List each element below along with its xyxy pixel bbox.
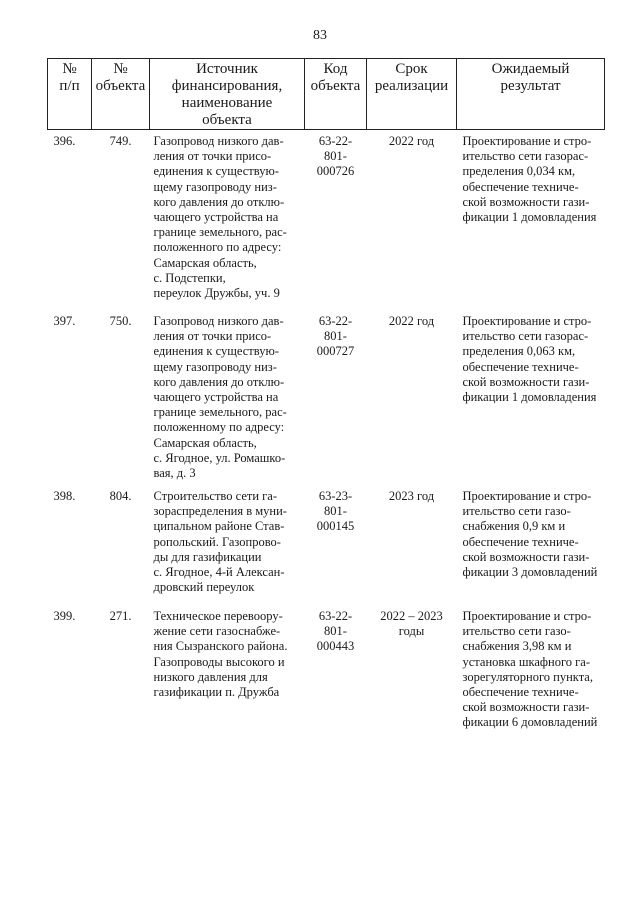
row-result — [457, 609, 605, 731]
text-line: объекта — [202, 112, 252, 128]
text-line: Газопровод низкого дав- — [153, 314, 284, 328]
row-result — [457, 130, 605, 315]
text-line: газификации п. Дружба — [153, 685, 280, 700]
text-line: кого давления до отклю- — [153, 194, 285, 209]
text-line: Проектирование и стро- — [462, 314, 592, 328]
text-line: ния Сызранского района. — [153, 639, 288, 654]
text-line: Строительство сети га- — [153, 489, 277, 503]
text-line: зорегуляторного пункта, — [462, 669, 593, 684]
text-line: Газопровод низкого дав- — [153, 134, 284, 148]
text-line: Проектирование и стро- — [462, 609, 592, 623]
text-line: щему газопроводу низ- — [153, 359, 277, 374]
text-line: № — [113, 61, 128, 77]
text-line: финансирования, — [171, 78, 283, 94]
text-line: ропольский. Газопрово- — [153, 534, 281, 549]
table-row — [48, 314, 605, 489]
text-line: 801- — [324, 329, 347, 344]
text-line: 801- — [324, 624, 347, 639]
text-line: ской возможности гази- — [462, 700, 590, 715]
text-line: 63-23- — [318, 489, 353, 503]
text-line: Источник — [196, 61, 258, 77]
text-line: Самарская область, — [153, 255, 257, 270]
header-code — [305, 59, 367, 130]
text-line: ской возможности гази- — [462, 194, 590, 209]
text-line: дровский переулок — [153, 580, 255, 595]
text-line: вая, д. 3 — [153, 466, 196, 481]
text-line: ской возможности гази- — [462, 374, 590, 389]
row-num: 396. — [53, 134, 76, 148]
text-line: реализации — [374, 78, 449, 94]
row-code — [305, 609, 367, 731]
text-line: 63-22- — [318, 134, 353, 148]
text-line: ципальном районе Став- — [153, 519, 285, 534]
row-term — [367, 489, 457, 609]
row-term — [367, 130, 457, 315]
header-object — [92, 59, 150, 130]
text-line: пределения 0,063 км, — [462, 344, 576, 359]
text-line: ления от точки присо- — [153, 149, 272, 164]
text-line: ды для газификации — [153, 549, 262, 564]
text-line: Срок — [395, 61, 428, 77]
text-line: с. Ягодное, ул. Ромашко- — [153, 450, 286, 465]
text-line: ительство сети газо- — [462, 504, 571, 519]
row-object-num: 804. — [109, 489, 132, 503]
text-line: Проектирование и стро- — [462, 134, 592, 148]
text-line: единения к существую- — [153, 164, 279, 179]
text-line: с. Подстепки, — [153, 270, 226, 285]
text-line: Ожидаемый — [491, 61, 570, 77]
text-line: фикации 3 домовладений — [462, 565, 598, 580]
text-line: Техническое перевоору- — [153, 609, 283, 623]
text-line: чающего устройства на — [153, 210, 279, 225]
row-object-num: 749. — [109, 134, 132, 148]
text-line: годы — [398, 624, 425, 639]
text-line: 63-22- — [318, 609, 353, 623]
row-code — [305, 130, 367, 315]
row-source — [150, 314, 305, 489]
text-line: обеспечение техниче- — [462, 534, 579, 549]
row-source — [150, 130, 305, 315]
text-line: фикации 1 домовладения — [462, 390, 597, 405]
text-line: снабжения 3,98 км и — [462, 639, 572, 654]
text-line: 2023 год — [388, 489, 435, 503]
text-line: переулок Дружбы, уч. 9 — [153, 286, 280, 301]
text-line: 801- — [324, 149, 347, 164]
text-line: зораспределения в муни- — [153, 504, 287, 519]
text-line: границе земельного, рас- — [153, 225, 287, 240]
header-source — [150, 59, 305, 130]
text-line: единения к существую- — [153, 344, 279, 359]
row-result — [457, 314, 605, 489]
text-line: 801- — [324, 504, 347, 519]
header-term — [367, 59, 457, 130]
row-term — [367, 314, 457, 489]
text-line: 000727 — [316, 344, 355, 359]
row-code — [305, 489, 367, 609]
text-line: Газопроводы высокого и — [153, 654, 285, 669]
text-line: 000145 — [316, 519, 355, 534]
row-num: 399. — [53, 609, 76, 623]
text-line: с. Ягодное, 4-й Алексан- — [153, 565, 285, 580]
text-line: 2022 год — [388, 314, 435, 328]
text-line: обеспечение техниче- — [462, 179, 579, 194]
text-line: щему газопроводу низ- — [153, 179, 277, 194]
row-code — [305, 314, 367, 489]
text-line: 000726 — [316, 164, 355, 179]
header-num — [48, 59, 92, 130]
text-line: 2022 – 2023 — [380, 609, 443, 623]
page-number: 83 — [313, 28, 327, 43]
text-line: низкого давления для — [153, 669, 268, 684]
row-object-num: 271. — [109, 609, 132, 623]
row-term — [367, 609, 457, 731]
table-header-row — [48, 59, 605, 130]
text-line: п/п — [59, 78, 80, 94]
text-line: фикации 1 домовладения — [462, 210, 597, 225]
text-line: 000443 — [316, 639, 355, 654]
text-line: установка шкафного га- — [462, 654, 590, 669]
text-line: наименование — [181, 95, 273, 111]
text-line: ительство сети газорас- — [462, 329, 589, 344]
text-line: положенного по адресу: — [153, 240, 282, 255]
row-object-num: 750. — [109, 314, 132, 328]
text-line: ительство сети газорас- — [462, 149, 589, 164]
text-line: Проектирование и стро- — [462, 489, 592, 503]
text-line: № — [62, 61, 77, 77]
row-source — [150, 609, 305, 731]
text-line: объекта — [310, 78, 361, 94]
text-line: Код — [323, 61, 348, 77]
table-row — [48, 489, 605, 609]
row-num: 397. — [53, 314, 76, 328]
row-result — [457, 489, 605, 609]
table-row — [48, 609, 605, 731]
text-line: обеспечение техниче- — [462, 359, 579, 374]
text-line: обеспечение техниче- — [462, 685, 579, 700]
text-line: ления от точки присо- — [153, 329, 272, 344]
text-line: ской возможности гази- — [462, 549, 590, 564]
table-row — [48, 130, 605, 315]
header-result — [457, 59, 605, 130]
text-line: ительство сети газо- — [462, 624, 571, 639]
row-source — [150, 489, 305, 609]
text-line: кого давления до отклю- — [153, 374, 285, 389]
text-line: Самарская область, — [153, 435, 257, 450]
text-line: снабжения 0,9 км и — [462, 519, 566, 534]
text-line: фикации 6 домовладений — [462, 715, 598, 730]
text-line: границе земельного, рас- — [153, 405, 287, 420]
row-num: 398. — [53, 489, 76, 503]
text-line: результат — [500, 78, 561, 94]
text-line: 63-22- — [318, 314, 353, 328]
text-line: пределения 0,034 км, — [462, 164, 576, 179]
text-line: 2022 год — [388, 134, 435, 148]
text-line: объекта — [95, 78, 146, 94]
text-line: жение сети газоснабже- — [153, 624, 281, 639]
text-line: чающего устройства на — [153, 390, 279, 405]
text-line: положенному по адресу: — [153, 420, 285, 435]
objects-table — [47, 58, 605, 731]
